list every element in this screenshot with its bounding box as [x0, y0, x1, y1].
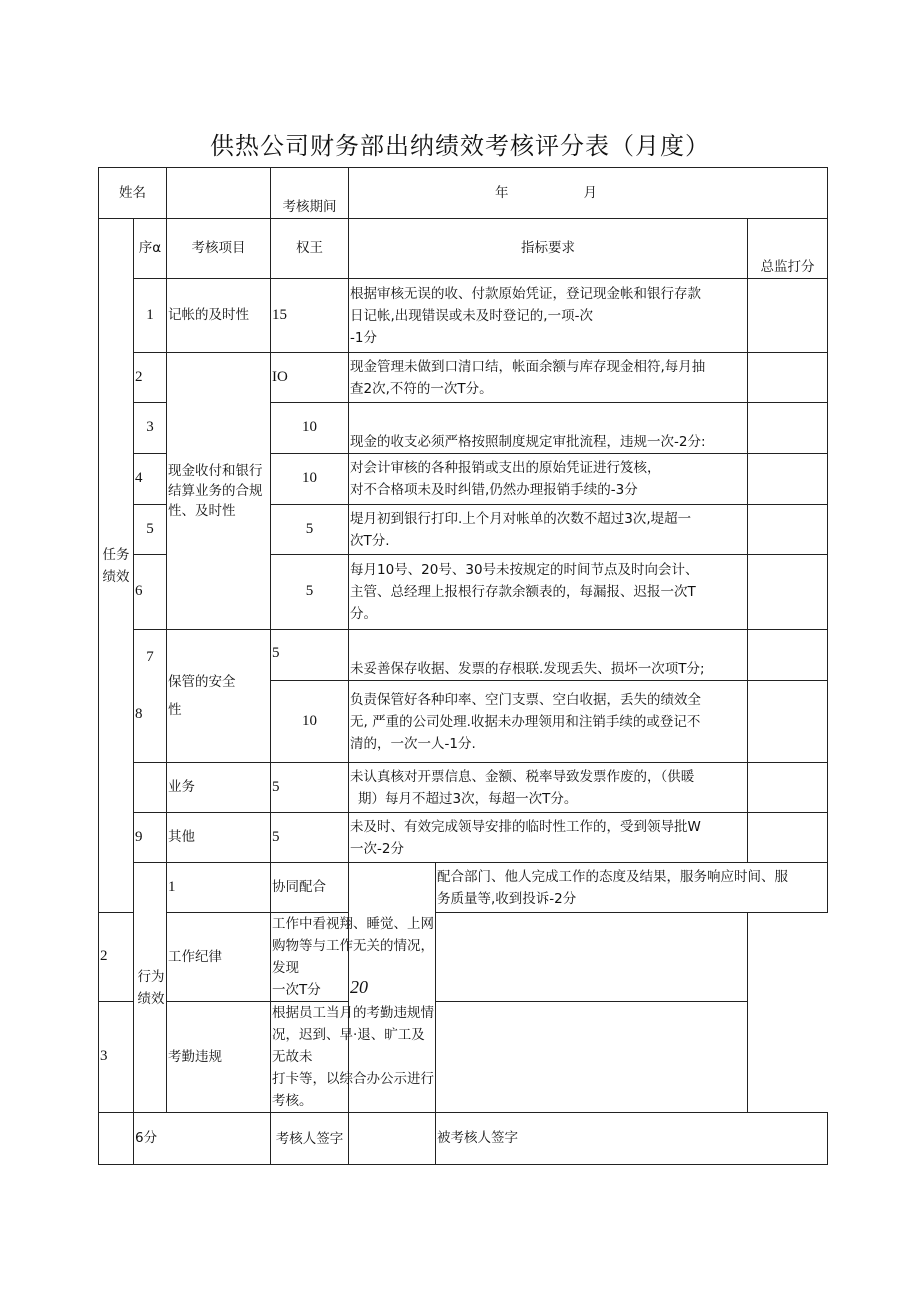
seq-header-label: 序α [138, 240, 162, 257]
req-line: 每月10号、20号、30号未按规定的时间节点及时向会计、 [350, 562, 699, 578]
req-line: 务质量等,收到投诉-2分 [437, 890, 577, 907]
req-line: 查2次,不符的一次T分。 [350, 380, 493, 397]
task-weight-4: 10 [271, 454, 349, 505]
task-weight-2: IO [271, 353, 349, 403]
period-label-cell [271, 168, 349, 219]
name-value-cell[interactable] [167, 168, 271, 219]
behavior-seq-3: 3 [99, 1002, 134, 1113]
footer-total-cell [134, 1113, 271, 1165]
group-cash-bank [167, 353, 271, 630]
behavior-seq-1: 1 [167, 863, 271, 913]
req-line: 主管、总经理上报根行存款余额表的，每漏报、迟报一次T [350, 584, 696, 600]
task-requirement-7 [349, 630, 748, 681]
behavior-score-2[interactable] [436, 913, 748, 1002]
task-score-1[interactable] [748, 279, 828, 353]
score-header [748, 219, 828, 279]
group-cash-bank-label: 现金收付和银行结算业务的合规性、及时性 [168, 462, 263, 519]
task-seq-3: 3 [134, 403, 167, 454]
task-weight-6: 5 [271, 555, 349, 630]
req-line: 分。 [350, 606, 377, 622]
behavior-seq-2: 2 [99, 913, 134, 1002]
item-header [167, 219, 271, 279]
task-requirement-5 [349, 505, 748, 555]
req-line: 堤月初到银行打印.上个月对帐单的次数不超过3次,堤超一 [350, 510, 692, 527]
evaluation-table [98, 167, 828, 1165]
name-label-cell [99, 168, 167, 219]
task-score-6[interactable] [748, 555, 828, 630]
assessor-sign-label-cell [271, 1113, 349, 1165]
task-requirement-3 [349, 403, 748, 454]
behavior-requirement-3 [271, 1002, 436, 1113]
task-seq-7: 7 [146, 649, 154, 665]
score-header-label: 总监打分 [760, 259, 815, 276]
behavior-requirement-1 [436, 863, 828, 913]
page-title: 供热公司财务部出纳绩效考核评分表（月度） [210, 132, 710, 160]
period-label: 考核期间 [282, 199, 337, 216]
behavior-item-2: 工作纪律 [167, 913, 271, 1002]
assessor-sign-label: 考核人签字 [275, 1130, 344, 1147]
task-requirement-9 [349, 813, 748, 863]
task-score-7[interactable] [748, 630, 828, 681]
assessee-sign-label: 被考核人签字 [437, 1130, 518, 1147]
req-line: 未认真核对开票信息、金额、税率导致发票作废的，（供暖 [350, 768, 695, 785]
period-value-cell[interactable] [349, 168, 828, 219]
task-item-9: 其他 [167, 813, 271, 863]
behavior-section-label: 行为绩效 [137, 968, 165, 1007]
task-weight-5: 5 [271, 505, 349, 555]
footer-total: 6分 [135, 1130, 158, 1147]
task-score-4[interactable] [748, 454, 828, 505]
behavior-section-cell [134, 863, 167, 1113]
req-line: 期）每月不超过3次，每超一次T分。 [358, 790, 578, 807]
task-section-cell [99, 219, 134, 913]
req-line: 配合部门、他人完成工作的态度及结果，服务响应时间、服 [437, 868, 788, 885]
assessor-sign-field[interactable] [349, 1113, 436, 1165]
task-weight-8: 10 [271, 681, 349, 763]
task-seq-2: 2 [134, 353, 167, 403]
task-seq-7-cell [134, 630, 167, 763]
req-line: -1分 [350, 329, 377, 346]
req-line: 负责保管好各种印率、空门支票、空白收据，丢失的绩效全 [350, 691, 701, 708]
task-item-1: 记帐的及时性 [167, 279, 271, 353]
req-line: 对会计审核的各种报销或支出的原始凭证进行笈核， [350, 460, 661, 476]
month-label: 月 [583, 184, 597, 201]
weight-header [271, 219, 349, 279]
req-line: 无, 严重的公司处理.收据未办理领用和注销手续的或登记不 [350, 713, 701, 730]
task-seq-8: 8 [135, 706, 143, 723]
task-item-business: 业务 [167, 763, 271, 813]
req-line: 清的，一次一人-1分. [350, 735, 476, 752]
req-line: 根据审核无误的收、付款原始凭证，登记现金帐和银行存款 [350, 285, 701, 302]
task-score-3[interactable] [748, 403, 828, 454]
task-score-8[interactable] [748, 681, 828, 763]
task-requirement-business [349, 763, 748, 813]
req-line: 次T分. [350, 532, 390, 549]
seq-header [134, 219, 167, 279]
behavior-score-3[interactable] [436, 1002, 748, 1113]
task-requirement-8 [349, 681, 748, 763]
task-requirement-2 [349, 353, 748, 403]
req-line: 日记帐,出现错误或未及时登记的,一项-次 [350, 307, 593, 324]
req-line: 根据员工当月的考勤违规情况，迟到、早·退、旷工及无故未 [272, 1005, 434, 1065]
task-requirement-4 [349, 454, 748, 505]
req-line: 未及时、有效完成领导安排的临时性工作的，受到领导批W [350, 818, 701, 835]
req-line: 现金管理未做到口清口结，帐面余额与库存现金相符,每月抽 [350, 358, 706, 375]
task-weight-9: 5 [271, 813, 349, 863]
footer-blank-cell [99, 1113, 134, 1165]
req-line: 未妥善保存收据、发票的存根联.发现丢失、损坏一次项T分; [350, 661, 705, 677]
task-score-business[interactable] [748, 763, 828, 813]
requirement-header [349, 219, 748, 279]
task-score-9[interactable] [748, 813, 828, 863]
task-section-label: 任务绩效 [102, 546, 130, 585]
task-weight-3: 10 [271, 403, 349, 454]
name-label: 姓名 [119, 184, 146, 201]
task-seq-4: 4 [134, 454, 167, 505]
task-score-2[interactable] [748, 353, 828, 403]
behavior-item-3: 考勤违规 [167, 1002, 271, 1113]
task-seq-business [134, 763, 167, 813]
task-seq-5: 5 [134, 505, 167, 555]
task-weight-7: 5 [271, 630, 349, 681]
req-line: 一次-2分 [350, 840, 404, 857]
req-line: 工作中看视翔、睡觉、上网购物等与工作无关的情况，发现 [272, 916, 434, 976]
req-line: 现金的收支必须严格按照制度规定审批流程，违规一次-2分: [350, 434, 706, 450]
item-header-label: 考核项目 [191, 240, 246, 257]
req-line: 一次T分 [272, 982, 321, 998]
task-requirement-1 [349, 279, 748, 353]
req-line: 打卡等，以综合办公示进行考核。 [272, 1071, 434, 1109]
task-seq-9: 9 [134, 813, 167, 863]
behavior-weight: 20 [350, 976, 368, 997]
task-score-5[interactable] [748, 505, 828, 555]
task-weight-1: 15 [271, 279, 349, 353]
year-label: 年 [495, 184, 509, 201]
group-custody-label: 保管的安全性 [168, 674, 236, 718]
behavior-item-1: 协同配合 [271, 863, 349, 913]
group-custody [167, 630, 271, 763]
task-seq-1: 1 [134, 279, 167, 353]
weight-header-label: 权王 [296, 240, 323, 257]
task-requirement-6 [349, 555, 748, 630]
task-seq-6: 6 [134, 555, 167, 630]
task-weight-business: 5 [271, 763, 349, 813]
requirement-header-label: 指标要求 [521, 240, 575, 257]
assessee-sign-cell [436, 1113, 828, 1165]
req-line: 对不合格项未及时纠错,仍然办理报销手续的-3分 [350, 482, 638, 498]
